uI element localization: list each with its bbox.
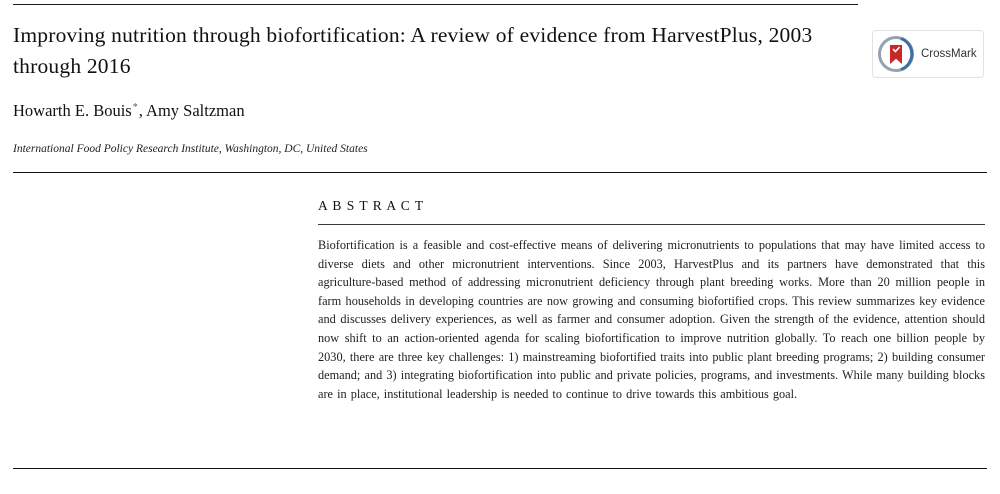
header-divider [13,172,987,173]
author-name-2: , Amy Saltzman [138,101,245,120]
abstract-section [318,198,985,403]
affiliation: International Food Policy Research Institute, Washington, DC, United States [13,143,368,155]
abstract-divider [318,224,985,225]
crossmark-label: CrossMark [921,48,977,60]
top-rule [13,4,858,5]
crossmark-logo-icon [876,34,916,74]
footer-divider [13,468,987,469]
author-name-1: Howarth E. Bouis [13,101,132,120]
article-title: Improving nutrition through biofortification: A review of evidence from HarvestPlus, 2003 through 2016 [13,23,813,78]
corresponding-author-marker: * [132,101,138,113]
crossmark-badge[interactable] [872,30,984,78]
authors-line [13,101,245,121]
abstract-heading: A B S T R A C T [318,198,425,213]
abstract-text: Biofortification is a feasible and cost-effective means of delivering micronutrients to populations that may have limited access to diverse diets and other micronutrient interventions. Since 2003, HarvestPlus and its partners have demonstrated that this agriculture-based method of addressing micronutrient deficiency through plant breeding works. More than 20 million people in farm households in developing countries are now growing and consuming biofortified crops. This review summarizes key evidence and discusses delivery experiences, as well as farmer and consumer adoption. Given the strength of the evidence, attention should now shift to an action-oriented agenda for scaling biofortification to improve nutrition globally. To reach one billion people by 2030, there are three key challenges: 1) mainstreaming biofortified traits into public plant breeding programs; 2) building consumer demand; and 3) integrating biofortification into public and private policies, programs, and investments. While many building blocks are in place, institutional leadership is needed to continue to drive towards this ambitious goal. [318,238,985,401]
